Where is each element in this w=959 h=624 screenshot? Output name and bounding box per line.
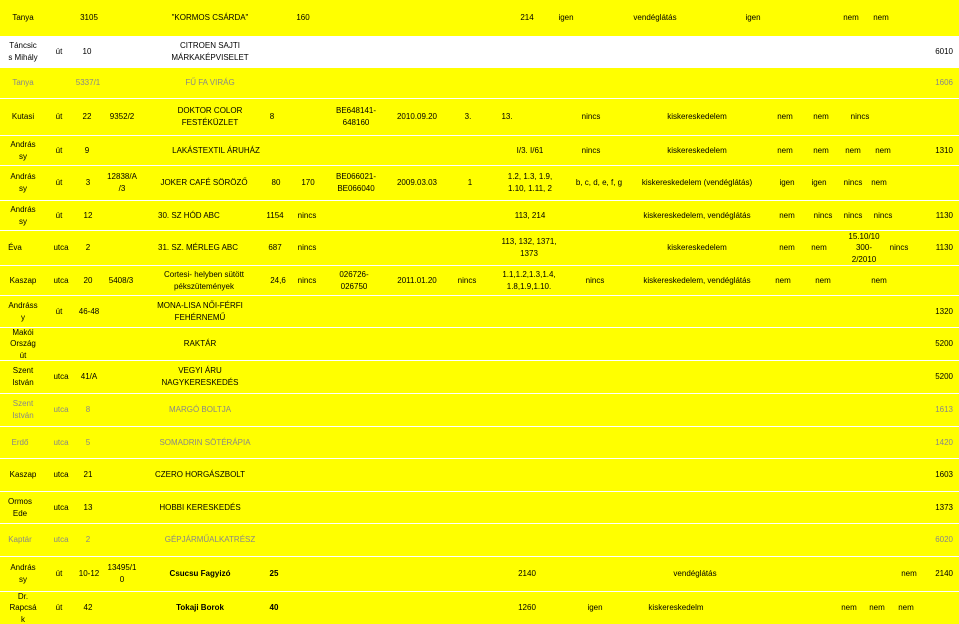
code-cell: 6020 <box>935 535 953 545</box>
lot-cell: 13495/1 0 <box>107 563 137 584</box>
flag-cell: nincs <box>843 178 863 188</box>
business-name-cell: MONA-LISA NŐI-FÉRFI FEHÉRNEMŰ <box>157 300 243 322</box>
code-cell: 1320 <box>935 306 953 316</box>
flag-cell: nem <box>871 178 887 188</box>
street-cell: András sy <box>10 204 36 226</box>
number-cell: 42 <box>83 603 93 613</box>
street-type-cell: út <box>55 47 63 57</box>
business-name-cell: Tokaji Borok <box>176 603 224 613</box>
table-row <box>0 266 959 295</box>
street-type-cell: út <box>55 603 63 613</box>
table-row <box>0 99 959 135</box>
area-cell: 1154 <box>266 210 284 220</box>
flag-cell: nem <box>843 13 859 23</box>
business-name-cell: Cortesi- helyben sütött pékszütemények <box>163 269 245 291</box>
street-cell: Kaszap <box>9 275 37 285</box>
street-cell: Dr. Rapcsá k <box>9 592 37 624</box>
table-row <box>0 459 959 491</box>
lot-cell: 12838/A /3 <box>107 172 137 193</box>
street-cell: Kaszap <box>9 470 37 480</box>
number-cell: 5 <box>85 437 91 447</box>
street-cell: Kutasi <box>11 112 35 122</box>
street-type-cell: út <box>55 145 63 155</box>
lot-cell: 9352/2 <box>109 112 135 122</box>
street-type-cell: utca <box>53 405 69 415</box>
code-cell: 5200 <box>935 372 953 382</box>
number-cell: 20 <box>83 275 93 285</box>
street-cell: Erdő <box>11 437 29 447</box>
flag-cell: igen <box>811 178 827 188</box>
flag-cell: nem <box>845 145 861 155</box>
lot-cell: 5408/3 <box>108 275 134 285</box>
flag-cell: nem <box>869 603 885 613</box>
value-cell: 1.2, 1.3, 1.9, 1.10, 1.11, 2 <box>507 172 553 193</box>
code-cell: 1130 <box>935 210 953 220</box>
date-cell: 2009.03.03 <box>396 178 438 188</box>
business-name-cell: SOMADRIN SÖTÉRÁPIA <box>159 437 251 447</box>
value-cell: nincs <box>457 275 477 285</box>
number-cell: 21 <box>83 470 93 480</box>
street-type-cell: utca <box>53 372 69 382</box>
flag-cell: nem <box>898 603 914 613</box>
activity-cell: kiskereskedelem, vendéglátás <box>643 210 751 220</box>
area-cell: 170 <box>301 178 315 188</box>
number-cell: 2 <box>85 243 91 253</box>
street-cell: Kaptár <box>8 535 32 545</box>
area-cell: 40 <box>269 603 279 613</box>
flag-cell: nincs <box>813 210 833 220</box>
flag-cell: nem <box>875 145 891 155</box>
flag-cell: nem <box>873 13 889 23</box>
value-cell: 3. <box>464 112 472 122</box>
date-cell: 2010.09.20 <box>396 112 438 122</box>
street-cell: Szent István <box>12 399 34 420</box>
street-type-cell: utca <box>53 243 69 253</box>
number-cell: 41/A <box>80 372 98 382</box>
activity-code-cell: 2140 <box>518 569 536 579</box>
flag-cell: nincs <box>873 210 893 220</box>
code-cell: 1373 <box>935 502 953 512</box>
activity-cell: kiskereskedelem (vendéglátás) <box>641 178 753 188</box>
number-cell: 5337/1 <box>75 78 101 88</box>
value-cell: nincs <box>581 112 601 122</box>
business-name-cell: GÉPJÁRMŰALKATRÉSZ <box>164 535 256 545</box>
flag-cell: nincs <box>843 210 863 220</box>
number-cell: 13 <box>83 502 93 512</box>
number-cell: 8 <box>85 405 91 415</box>
business-name-cell: Csucsu Fagyizó <box>169 569 231 579</box>
value-cell: 1 <box>467 178 473 188</box>
street-cell: Makói Ország út <box>10 328 36 360</box>
code-cell: 6010 <box>935 47 953 57</box>
flag-cell: igen <box>558 13 574 23</box>
table-row <box>0 557 959 591</box>
date-cell: 2011.01.20 <box>397 275 437 285</box>
number-cell: 3105 <box>80 13 98 23</box>
table-row <box>0 427 959 458</box>
value-cell: 1.1,1.2,1.3,1.4, 1.8,1.9,1.10. <box>502 269 556 291</box>
flag-cell: nem <box>813 112 829 122</box>
activity-code-cell: 113, 132, 1371, 1373 <box>501 237 557 258</box>
flag-cell: nem <box>813 145 829 155</box>
street-type-cell: utca <box>53 470 69 480</box>
business-name-cell: CITROEN SAJTI MÁRKAKÉPVISELET <box>171 41 249 62</box>
value-cell: nincs <box>581 145 601 155</box>
permit-cell: BE648141- 648160 <box>335 106 377 127</box>
flag-cell: nem <box>815 275 831 285</box>
code-cell: 1420 <box>935 437 953 447</box>
flag-cell: nem <box>777 145 793 155</box>
activity-cell: kiskereskedelm <box>648 603 704 613</box>
street-cell: Szent István <box>12 366 34 387</box>
table-row <box>0 328 959 360</box>
number-cell: 9 <box>84 145 90 155</box>
flag-cell: nem <box>777 112 793 122</box>
value-cell: nincs <box>297 243 317 253</box>
area-cell: 25 <box>269 569 279 579</box>
business-name-cell: MARGÓ BOLTJA <box>168 405 232 415</box>
area-cell: 80 <box>271 178 281 188</box>
business-name-cell: FŰ FA VIRÁG <box>185 78 235 88</box>
street-type-cell: út <box>55 306 63 316</box>
street-cell: András sy <box>10 172 36 193</box>
table-row <box>0 592 959 624</box>
flag-cell: igen <box>745 13 761 23</box>
street-cell: Andráss y <box>8 300 38 322</box>
table-row <box>0 0 959 36</box>
code-cell: 2140 <box>935 569 953 579</box>
business-name-cell: CZERO HORGÁSZBOLT <box>154 470 246 480</box>
activity-cell: vendéglátás <box>673 569 717 579</box>
number-cell: 10 <box>82 47 92 57</box>
number-cell: 10-12 <box>78 569 100 579</box>
area-cell: 24,6 <box>270 275 286 285</box>
area-cell: 687 <box>268 243 282 253</box>
table-row <box>0 394 959 426</box>
table-row <box>0 296 959 327</box>
table-row <box>0 524 959 556</box>
street-type-cell: utca <box>53 275 69 285</box>
permit-cell: 15.10/10 300- 2/2010 <box>848 231 880 264</box>
activity-cell: kiskereskedelem <box>667 243 727 253</box>
number-cell: 22 <box>82 112 92 122</box>
street-cell: András sy <box>10 563 36 584</box>
value-cell: b, c, d, e, f, g <box>575 178 623 188</box>
table-row <box>0 361 959 393</box>
flag-cell: nem <box>871 275 887 285</box>
street-type-cell: utca <box>53 502 69 512</box>
value-cell: I/3. I/61 <box>516 145 544 155</box>
code-cell: 5200 <box>935 339 953 349</box>
flag-cell: nem <box>901 569 917 579</box>
table-row <box>0 231 959 265</box>
table-row <box>0 201 959 230</box>
activity-cell: kiskereskedelem, vendéglátás <box>643 275 751 285</box>
business-name-cell: "KORMOS CSÁRDA" <box>171 13 249 23</box>
street-cell: Táncsic s Mihály <box>8 41 38 62</box>
flag-cell: nem <box>779 210 795 220</box>
flag-cell: nincs <box>850 112 870 122</box>
table-row <box>0 136 959 165</box>
street-cell: Tanya <box>12 13 34 23</box>
flag-cell: igen <box>779 178 795 188</box>
business-name-cell: HOBBI KERESKEDÉS <box>159 502 241 512</box>
flag-cell: nem <box>779 243 795 253</box>
permit-cell: BE066021- BE066040 <box>335 172 377 193</box>
street-cell: Éva <box>8 243 22 253</box>
business-name-cell: 30. SZ HÓD ABC <box>158 210 220 220</box>
business-name-cell: VEGYI ÁRU NAGYKERESKEDÉS <box>161 366 239 387</box>
activity-cell: vendéglátás <box>633 13 677 23</box>
area-cell: 160 <box>296 13 310 23</box>
number-cell: 46-48 <box>78 306 100 316</box>
code-cell: 1606 <box>935 78 953 88</box>
business-name-cell: DOKTOR COLOR FESTÉKÜZLET <box>177 106 243 127</box>
table-row <box>0 492 959 523</box>
flag-cell: nem <box>811 243 827 253</box>
code-cell: 1613 <box>935 405 953 415</box>
business-name-cell: JOKER CAFÉ SÖRÖZŐ <box>160 178 248 188</box>
code-cell: 1603 <box>935 470 953 480</box>
activity-cell: kiskereskedelem <box>667 145 727 155</box>
business-name-cell: RAKTÁR <box>183 339 217 349</box>
number-cell: 12 <box>83 210 93 220</box>
street-cell: Ormos Ede <box>8 496 32 518</box>
number-cell: 3 <box>85 178 91 188</box>
activity-code-cell: 1260 <box>518 603 536 613</box>
number-cell: 2 <box>85 535 91 545</box>
table-row <box>0 37 959 67</box>
code-cell: 1130 <box>935 243 953 253</box>
area-cell: 8 <box>269 112 275 122</box>
activity-code-cell: 214 <box>520 13 534 23</box>
flag-cell: nem <box>775 275 791 285</box>
code-cell: 1310 <box>935 145 953 155</box>
value-cell: 13. <box>501 112 513 122</box>
value-cell: nincs <box>297 275 317 285</box>
street-cell: Tanya <box>12 78 34 88</box>
activity-code-cell: 113, 214 <box>514 210 546 220</box>
street-type-cell: út <box>55 210 63 220</box>
business-name-cell: 31. SZ. MÉRLEG ABC <box>158 243 239 253</box>
street-type-cell: utca <box>53 437 69 447</box>
flag-cell: nincs <box>889 243 909 253</box>
table-row <box>0 166 959 200</box>
table-row <box>0 68 959 98</box>
activity-cell: kiskereskedelem <box>667 112 727 122</box>
flag-cell: nem <box>841 603 857 613</box>
street-type-cell: utca <box>53 535 69 545</box>
street-type-cell: út <box>55 569 63 579</box>
street-type-cell: út <box>55 178 63 188</box>
street-cell: András sy <box>10 139 36 161</box>
value-cell: nincs <box>297 210 317 220</box>
value-cell: nincs <box>585 275 605 285</box>
street-type-cell: út <box>55 112 63 122</box>
flag-cell: igen <box>587 603 603 613</box>
business-name-cell: LAKÁSTEXTIL ÁRUHÁZ <box>172 145 260 155</box>
permit-cell: 026726- 026750 <box>339 269 369 291</box>
